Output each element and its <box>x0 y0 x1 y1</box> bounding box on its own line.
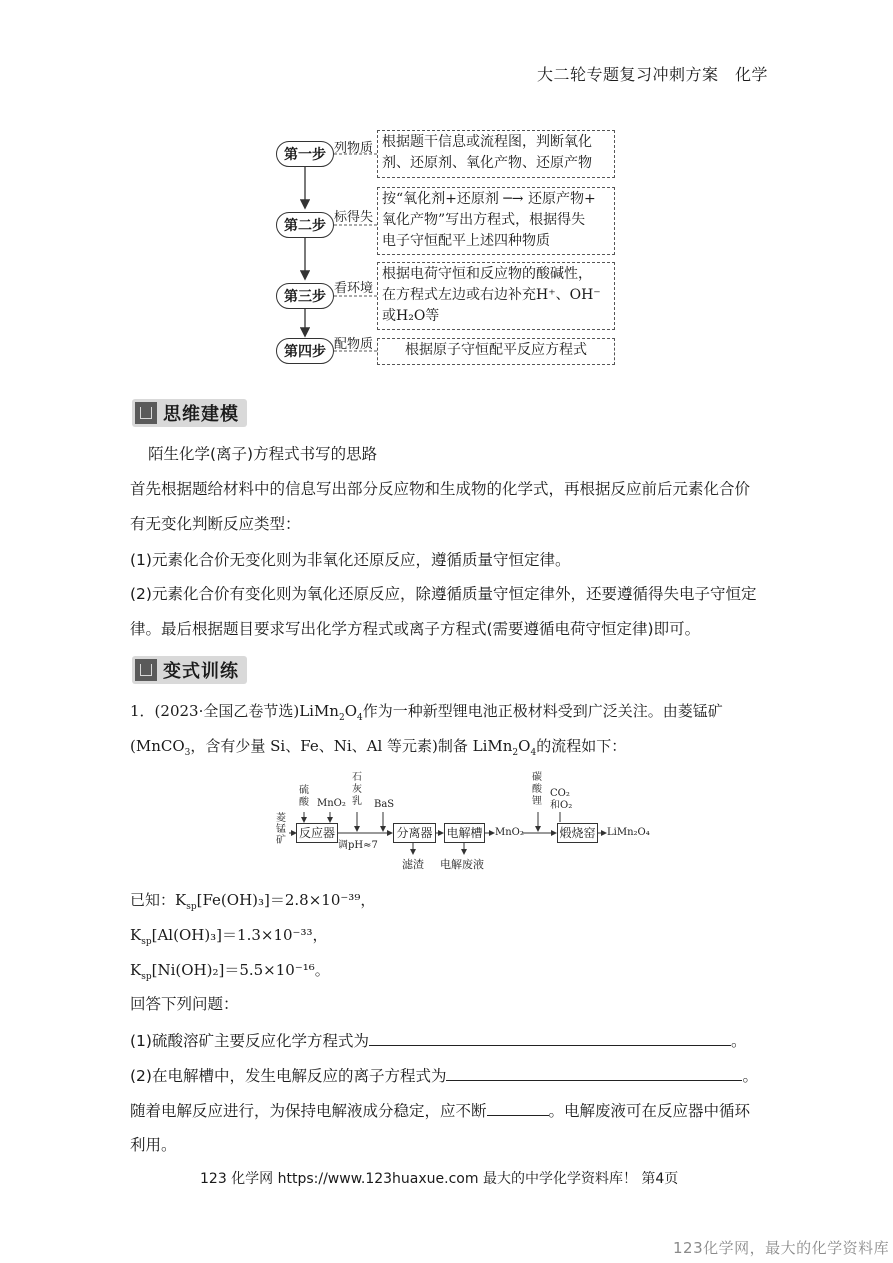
step-4-label: 配物质 <box>334 337 374 352</box>
answer-prompt: 回答下列问题： <box>130 995 239 1013</box>
ph-label: 调pH≈7 <box>338 840 378 851</box>
answer-blank[interactable] <box>369 1029 731 1046</box>
waste-electrolyte-label: 电解废液 <box>440 858 484 871</box>
watermark: 123化学网，最大的化学资料库 <box>673 1239 890 1257</box>
step-1-line: 剂、还原剂、氧化产物、还原产物 <box>382 155 592 171</box>
section-title: 变式训练 <box>163 661 239 682</box>
list-item: 律。最后根据题目要求写出化学方程式或离子方程式(需要遵循电荷守恒定律)即可。 <box>130 620 701 638</box>
electrolytic-cell-box: 电解槽 <box>444 823 485 843</box>
paragraph-line: 首先根据题给材料中的信息写出部分反应物和生成物的化学式，再根据反应前后元素化合价 <box>130 480 751 498</box>
mno2-output-label: MnO₂ <box>495 827 524 838</box>
question-1-2-cont: 随着电解反应进行，为保持电解液成分稳定，应不断 。电解废液可在反应器中循环 <box>130 1099 750 1122</box>
step-1-oval: 第一步 <box>276 141 334 167</box>
question-1-intro-cont: (MnCO$_3$，含有少量 Si、Fe、Ni、Al 等元素)制备 $LiMn_2O_4$的流程如下： <box>130 737 627 758</box>
step-3-label: 看环境 <box>334 281 374 296</box>
question-1-2-end: 利用。 <box>130 1136 177 1154</box>
list-item: (1)元素化合价无变化则为非氧化还原反应，遵循质量守恒定律。 <box>130 551 571 569</box>
answer-blank[interactable] <box>446 1064 742 1081</box>
step-4-line: 根据原子守恒配平反应方程式 <box>405 342 587 358</box>
paragraph-line: 有无变化判断反应类型： <box>130 515 301 533</box>
ksp-fe: 已知：$K_{sp}[Fe(OH)_3]=2.8\times 10^{-39}$， <box>130 891 376 912</box>
step-2-label: 标得失 <box>334 210 374 225</box>
step-2-line: 氧化产物”写出方程式，根据得失 <box>382 212 586 228</box>
reactor-box: 反应器 <box>296 823 338 843</box>
step-3-oval: 第三步 <box>276 283 334 309</box>
sulfuric-acid-label: 硫 酸 <box>299 785 309 808</box>
question-1-2: (2)在电解槽中，发生电解反应的离子方程式为 。 <box>130 1064 758 1087</box>
product-label: LiMn₂O₄ <box>607 827 650 838</box>
ksp-al: $K_{sp}[Al(OH)_3]=1.3\times 10^{-33}$， <box>130 926 328 947</box>
residue-label: 滤渣 <box>402 858 424 871</box>
separator-box: 分离器 <box>393 823 436 843</box>
step-3-line: 根据电荷守恒和反应物的酸碱性， <box>382 266 592 282</box>
bas-label: BaS <box>374 799 395 810</box>
step-3-line: 在方程式左边或右边补充H⁺、OH⁻ <box>382 287 601 303</box>
ksp-ni: $K_{sp}[Ni(OH)_2]=5.5\times 10^{-16}$。 <box>130 961 330 982</box>
gases-label: CO₂ 和O₂ <box>550 788 573 811</box>
calcination-kiln-box: 煅烧窑 <box>557 823 598 843</box>
lithium-carbonate-label: 碳 酸 锂 <box>532 772 542 807</box>
modeling-subtitle: 陌生化学(离子)方程式书写的思路 <box>148 445 378 463</box>
mno2-input-label: MnO₂ <box>317 798 346 809</box>
page-header-title: 大二轮专题复习冲刺方案 化学 <box>537 65 769 84</box>
step-1-label: 列物质 <box>334 141 374 156</box>
step-2-oval: 第二步 <box>276 212 334 238</box>
raw-material-label: 菱 锰 矿 <box>276 813 286 846</box>
page-footer: 123 化学网 https://www.123huaxue.com 最大的中学化学资料库！ 第4页 <box>200 1171 679 1187</box>
step-2-line: 按“氧化剂+还原剂 ─→ 还原产物+ <box>382 191 596 207</box>
step-1-line: 根据题干信息或流程图，判断氧化 <box>382 134 592 150</box>
question-1-1: (1)硫酸溶矿主要反应化学方程式为 。 <box>130 1029 746 1052</box>
question-1-intro: 1．(2023·全国乙卷节选)$LiMn_2O_4$作为一种新型锂电池正极材料受到广泛关注。由菱锰矿 <box>130 702 723 723</box>
lime-milk-label: 石 灰 乳 <box>352 772 362 807</box>
answer-blank[interactable] <box>487 1099 549 1116</box>
list-item: (2)元素化合价有变化则为氧化还原反应，除遵循质量守恒定律外，还要遵循得失电子守恒定 <box>130 585 757 603</box>
step-3-line: 或H₂O等 <box>382 308 440 324</box>
section-title: 思维建模 <box>163 404 239 425</box>
step-4-oval: 第四步 <box>276 338 334 364</box>
step-2-line: 电子守恒配平上述四种物质 <box>382 233 550 249</box>
